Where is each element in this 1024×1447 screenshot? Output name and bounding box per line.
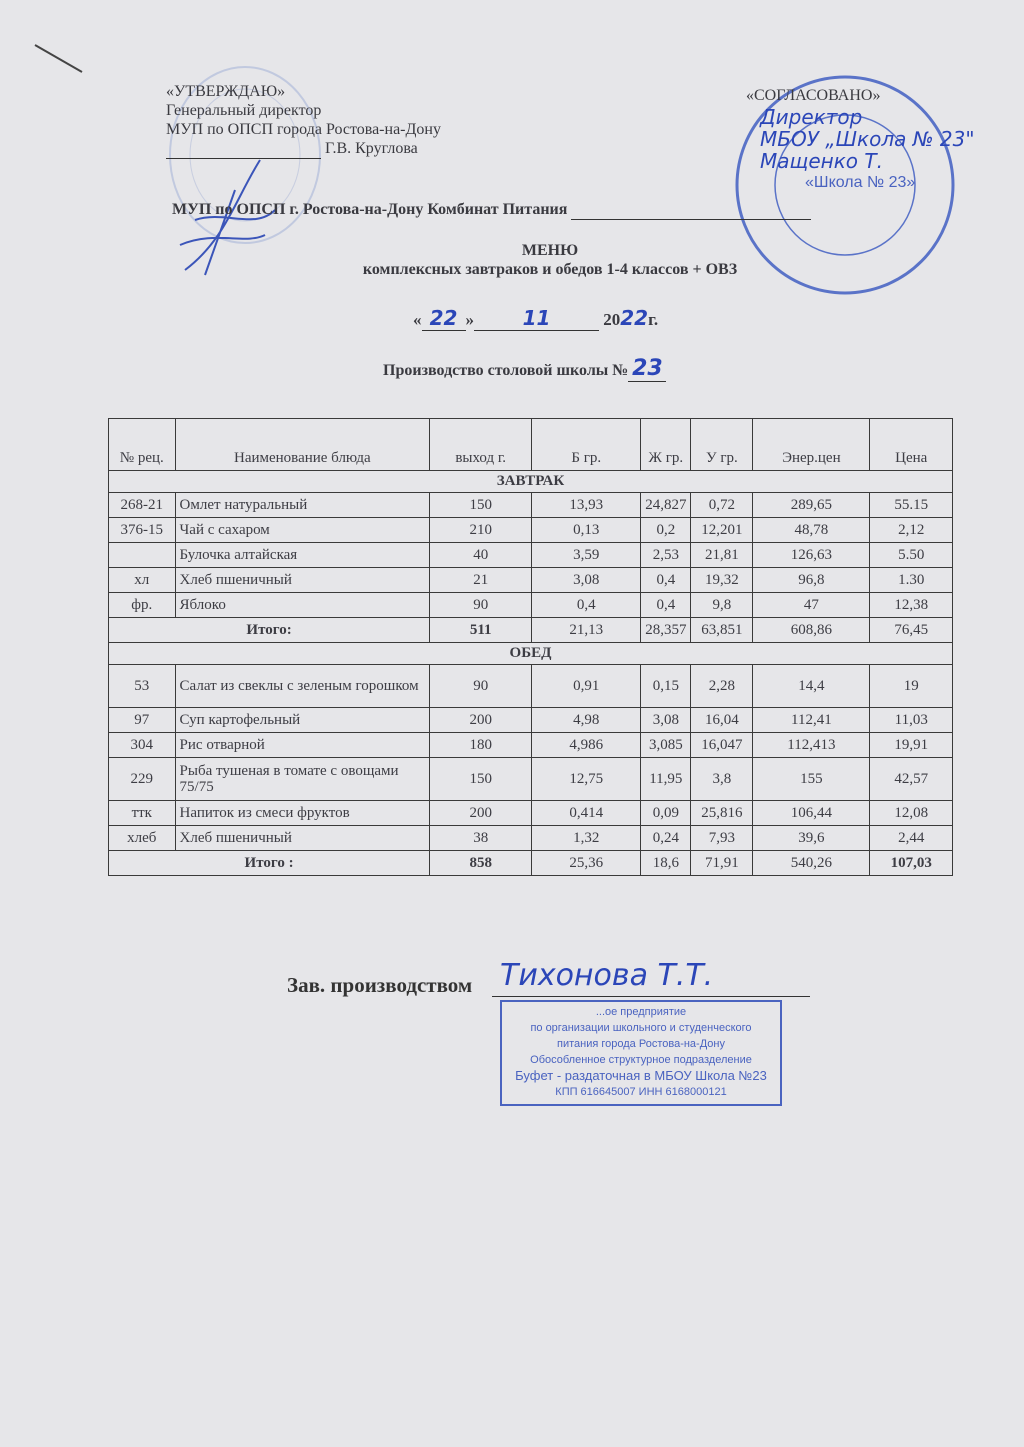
menu-date bbox=[413, 306, 658, 331]
rect-stamp bbox=[500, 1000, 782, 1106]
cell: 376-15 bbox=[109, 518, 176, 543]
org-name: МУП по ОПСП г. Ростова-на-Дону Комбинат Питания bbox=[172, 201, 568, 218]
table-row bbox=[109, 493, 953, 518]
dish-name: Рис отварной bbox=[175, 733, 430, 758]
cell: 16,047 bbox=[691, 733, 753, 758]
approve-signer: Г.В. Круглова bbox=[325, 140, 418, 157]
cell: 0,2 bbox=[641, 518, 691, 543]
total-cell: 21,13 bbox=[532, 618, 641, 643]
table-row bbox=[109, 708, 953, 733]
cell: 126,63 bbox=[753, 543, 870, 568]
cell: 0,4 bbox=[641, 568, 691, 593]
dish-name: Хлеб пшеничный bbox=[175, 568, 430, 593]
org-signature-line bbox=[571, 200, 811, 220]
dish-name: Суп картофельный bbox=[175, 708, 430, 733]
cell: 150 bbox=[430, 493, 532, 518]
date-quote: « bbox=[413, 310, 422, 329]
dish-name: Чай с сахаром bbox=[175, 518, 430, 543]
column-header: Наименование блюда bbox=[175, 419, 430, 471]
cell: 19,32 bbox=[691, 568, 753, 593]
agree-hand-line: Директор bbox=[760, 105, 863, 129]
stamp-line: Буфет - раздаточная в МБОУ Школа №23 bbox=[515, 1068, 767, 1083]
section-title: ОБЕД bbox=[109, 643, 953, 665]
cell: 289,65 bbox=[753, 493, 870, 518]
table-row bbox=[109, 543, 953, 568]
agree-hand-line: МБОУ „Школа № 23" bbox=[760, 127, 975, 151]
cell: хл bbox=[109, 568, 176, 593]
cell: 0,09 bbox=[641, 801, 691, 826]
cell: 11,95 bbox=[641, 758, 691, 801]
cell: 48,78 bbox=[753, 518, 870, 543]
table-row bbox=[109, 801, 953, 826]
total-cell: 71,91 bbox=[691, 851, 753, 876]
total-cell: 18,6 bbox=[641, 851, 691, 876]
cell: 155 bbox=[753, 758, 870, 801]
production-label: Производство столовой школы № bbox=[383, 362, 629, 379]
cell: 1,32 bbox=[532, 826, 641, 851]
table-row bbox=[109, 593, 953, 618]
date-month: 11 bbox=[474, 306, 599, 331]
cell: 25,816 bbox=[691, 801, 753, 826]
cell: 106,44 bbox=[753, 801, 870, 826]
section-title: ЗАВТРАК bbox=[109, 471, 953, 493]
cell: 1.30 bbox=[870, 568, 953, 593]
menu-table bbox=[108, 418, 953, 876]
total-cell: 107,03 bbox=[870, 851, 953, 876]
agree-stamp-text: «Школа № 23» bbox=[805, 174, 916, 191]
cell: 0,91 bbox=[532, 665, 641, 708]
cell: 38 bbox=[430, 826, 532, 851]
doc-title: МЕНЮ bbox=[521, 242, 579, 259]
table-row bbox=[109, 568, 953, 593]
stamp-line: ...ое предприятие bbox=[595, 1006, 687, 1018]
doc-subtitle: комплексных завтраков и обедов 1-4 классов + ОВЗ bbox=[362, 261, 738, 278]
table-row bbox=[109, 758, 953, 801]
stamp-line: Обособленное структурное подразделение bbox=[530, 1054, 752, 1066]
cell: ттк bbox=[109, 801, 176, 826]
dish-name: Яблоко bbox=[175, 593, 430, 618]
total-label: Итого: bbox=[109, 618, 430, 643]
production-line bbox=[383, 356, 666, 382]
footer-label: Зав. производством bbox=[287, 973, 473, 997]
date-year-suffix: 22 bbox=[620, 306, 649, 330]
total-cell: 28,357 bbox=[641, 618, 691, 643]
total-row bbox=[109, 851, 953, 876]
column-header: выход г. bbox=[430, 419, 532, 471]
cell: 42,57 bbox=[870, 758, 953, 801]
date-quote: » bbox=[465, 310, 474, 329]
approve-org: МУП по ОПСП города Ростова-на-Дону bbox=[166, 121, 441, 138]
cell: 5.50 bbox=[870, 543, 953, 568]
total-cell: 858 bbox=[430, 851, 532, 876]
cell: 3,59 bbox=[532, 543, 641, 568]
org-line bbox=[172, 200, 811, 220]
cell: 2,28 bbox=[691, 665, 753, 708]
dish-name: Напиток из смеси фруктов bbox=[175, 801, 430, 826]
cell: 3,08 bbox=[641, 708, 691, 733]
cell: 4,98 bbox=[532, 708, 641, 733]
cell: 39,6 bbox=[753, 826, 870, 851]
cell: 2,12 bbox=[870, 518, 953, 543]
section-row-lunch bbox=[109, 643, 953, 665]
date-year-prefix: 20 bbox=[603, 310, 621, 329]
cell: 14,4 bbox=[753, 665, 870, 708]
cell: хлеб bbox=[109, 826, 176, 851]
table-row bbox=[109, 733, 953, 758]
cell: 40 bbox=[430, 543, 532, 568]
agree-handwriting bbox=[760, 106, 975, 172]
dish-name: Омлет натуральный bbox=[175, 493, 430, 518]
cell: 4,986 bbox=[532, 733, 641, 758]
cell: 268-21 bbox=[109, 493, 176, 518]
footer-signature-line bbox=[492, 996, 810, 997]
table-header-row bbox=[109, 419, 953, 471]
agree-hand-line: Мащенко Т. bbox=[760, 149, 883, 173]
cell: 7,93 bbox=[691, 826, 753, 851]
approve-title: «УТВЕРЖДАЮ» bbox=[166, 83, 286, 100]
dish-name: Салат из свеклы с зеленым горошком bbox=[175, 665, 430, 708]
cell: 21 bbox=[430, 568, 532, 593]
cell: 21,81 bbox=[691, 543, 753, 568]
column-header: Цена bbox=[870, 419, 953, 471]
cell: 210 bbox=[430, 518, 532, 543]
cell: фр. bbox=[109, 593, 176, 618]
column-header: Ж гр. bbox=[641, 419, 691, 471]
cell: 9,8 bbox=[691, 593, 753, 618]
cell: 229 bbox=[109, 758, 176, 801]
approve-block bbox=[166, 82, 441, 159]
cell: 12,75 bbox=[532, 758, 641, 801]
cell: 2,44 bbox=[870, 826, 953, 851]
agree-title: «СОГЛАСОВАНО» bbox=[746, 87, 881, 104]
dish-name: Хлеб пшеничный bbox=[175, 826, 430, 851]
cell: 19,91 bbox=[870, 733, 953, 758]
cell: 112,413 bbox=[753, 733, 870, 758]
cell: 3,8 bbox=[691, 758, 753, 801]
cell: 97 bbox=[109, 708, 176, 733]
cell: 53 bbox=[109, 665, 176, 708]
date-day: 22 bbox=[422, 306, 466, 331]
cell: 3,085 bbox=[641, 733, 691, 758]
table-row bbox=[109, 826, 953, 851]
cell: 13,93 bbox=[532, 493, 641, 518]
dish-name: Булочка алтайская bbox=[175, 543, 430, 568]
cell: 304 bbox=[109, 733, 176, 758]
cell: 0,4 bbox=[641, 593, 691, 618]
date-year-end: г. bbox=[648, 310, 659, 329]
total-cell: 63,851 bbox=[691, 618, 753, 643]
cell: 180 bbox=[430, 733, 532, 758]
total-cell: 608,86 bbox=[753, 618, 870, 643]
stamp-line: КПП 616645007 ИНН 6168000121 bbox=[555, 1086, 727, 1098]
total-cell: 511 bbox=[430, 618, 532, 643]
stamp-line: по организации школьного и студенческого bbox=[530, 1022, 752, 1034]
cell: 90 bbox=[430, 665, 532, 708]
cell: 12,38 bbox=[870, 593, 953, 618]
table-row bbox=[109, 518, 953, 543]
cell: 112,41 bbox=[753, 708, 870, 733]
cell: 0,24 bbox=[641, 826, 691, 851]
total-cell: 25,36 bbox=[532, 851, 641, 876]
cell: 200 bbox=[430, 708, 532, 733]
cell: 55.15 bbox=[870, 493, 953, 518]
cell: 0,72 bbox=[691, 493, 753, 518]
cell: 12,201 bbox=[691, 518, 753, 543]
approve-position: Генеральный директор bbox=[166, 102, 322, 119]
table-row bbox=[109, 665, 953, 708]
cell: 0,15 bbox=[641, 665, 691, 708]
cell: 90 bbox=[430, 593, 532, 618]
cell: 19 bbox=[870, 665, 953, 708]
column-header: Б гр. bbox=[532, 419, 641, 471]
cell: 47 bbox=[753, 593, 870, 618]
total-cell: 76,45 bbox=[870, 618, 953, 643]
total-row bbox=[109, 618, 953, 643]
section-row-breakfast bbox=[109, 471, 953, 493]
cell: 0,4 bbox=[532, 593, 641, 618]
total-cell: 540,26 bbox=[753, 851, 870, 876]
cell: 16,04 bbox=[691, 708, 753, 733]
cell: 3,08 bbox=[532, 568, 641, 593]
cell: 0,414 bbox=[532, 801, 641, 826]
cell: 2,53 bbox=[641, 543, 691, 568]
cell: 200 bbox=[430, 801, 532, 826]
cell: 24,827 bbox=[641, 493, 691, 518]
footer-signature: Тихонова Т.Т. bbox=[500, 958, 714, 993]
cell: 12,08 bbox=[870, 801, 953, 826]
cell: 11,03 bbox=[870, 708, 953, 733]
column-header: № рец. bbox=[109, 419, 176, 471]
cell: 150 bbox=[430, 758, 532, 801]
cell bbox=[109, 543, 176, 568]
column-header: Энер.цен bbox=[753, 419, 870, 471]
school-number: 23 bbox=[628, 356, 666, 382]
pen-mark bbox=[30, 40, 90, 80]
dish-name: Рыба тушеная в томате с овощами 75/75 bbox=[175, 758, 430, 801]
stamp-line: питания города Ростова-на-Дону bbox=[557, 1038, 725, 1050]
cell: 0,13 bbox=[532, 518, 641, 543]
total-label: Итого : bbox=[109, 851, 430, 876]
column-header: У гр. bbox=[691, 419, 753, 471]
cell: 96,8 bbox=[753, 568, 870, 593]
